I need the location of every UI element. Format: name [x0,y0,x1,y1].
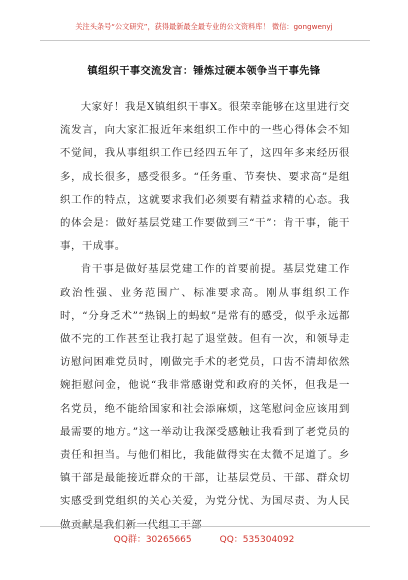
header-divider [40,40,370,41]
document-body [60,96,350,537]
footer-qq-number: QQ：535304092 [219,535,295,545]
footer-qq-group: QQ群：30265665 [113,535,192,545]
footer-divider [40,526,370,527]
paragraph-2: 肯干事是做好基层党建工作的首要前提。基层党建工作政治性强、业务范围广、标准要求高。刚从事组织工作时，“分身乏术”“热锅上的蚂蚁”是常有的感受，似乎永远都做不完的工作甚至让我打起了退堂鼓。但有一次，和领导走访慰问困难党员时，刚做完手术的老党员，口齿不清却依然婉拒慰问金，他说“我非常感谢党和政府的关怀，但我是一名党员，绝不能给国家和社会添麻烦，这笔慰问金应该用到最需要的地方。”这一举动让我深受感触让我看到了老党员的责任和担当。与他们相比，我能做得实在太微不足道了。乡镇干部是最能接近群众的干部，让基层党员、干部、群众切实感受到党组织的关心关爱，为党分忧、为国尽责、为人民做贡献是我们新一代组工干部 [60,263,350,531]
paragraph-1: 大家好！我是X镇组织干事X。很荣幸能够在这里进行交流发言，向大家汇报近年来组织工作中的一些心得体会不知不觉间，我从事组织工作已经四五年了，这四年多来经历很多，成长很多，感受很多。“任务重、节奏快、要求高”是组织工作的特点，这就要求我们必须要有精益求精的心态。我的体会是：做好基层党建工作要做到三“干”：肯干事，能干事，干成事。 [60,101,350,253]
footer-contact [0,532,408,545]
header-note: 关注头条号“公文研究”，获得最新最全最专业的公文资料库！ 微信：gongwenyj [75,22,333,31]
document-title: 镇组织干事交流发言：锤炼过硬本领争当干事先锋 [87,65,321,77]
